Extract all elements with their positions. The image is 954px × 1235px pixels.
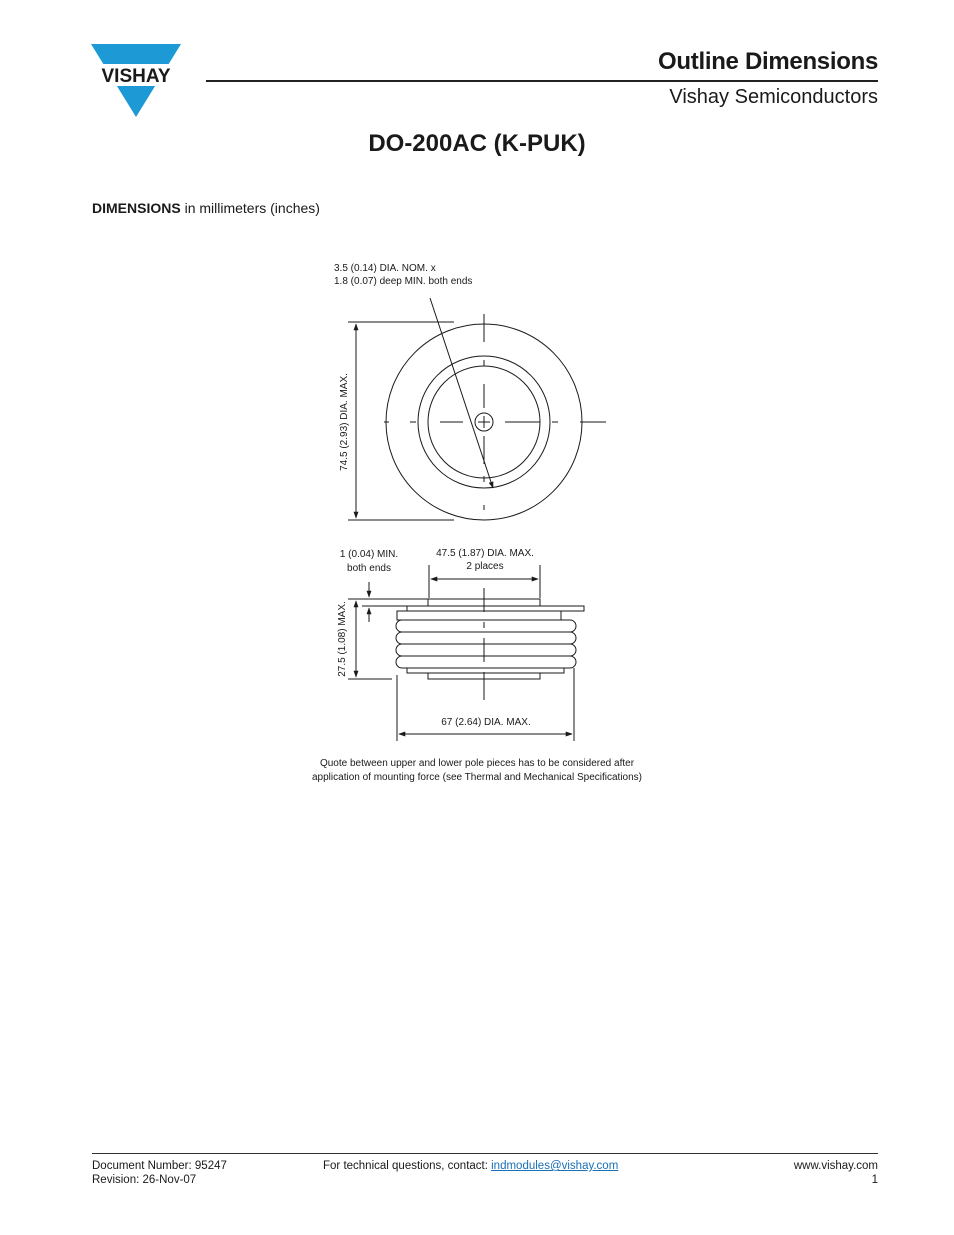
website: www.vishay.com <box>793 1160 878 1172</box>
note-line1: Quote between upper and lower pole pieces has to be considered after <box>319 758 635 769</box>
pole-dia-label-line1: 47.5 (1.87) DIA. MAX. <box>436 548 534 559</box>
lower-flange <box>407 668 564 673</box>
drawing-note <box>0 757 954 785</box>
note-line2: application of mounting force (see Thermal and Mechanical Specifications) <box>312 772 642 783</box>
ceramic-fin <box>396 644 576 656</box>
contact-prefix: For technical questions, contact: <box>323 1160 492 1172</box>
footer-contact <box>323 1159 618 1173</box>
document-number: Document Number: 95247 <box>92 1160 227 1172</box>
footer-right <box>794 1159 878 1187</box>
contact-email-link[interactable]: indmodules@vishay.com <box>491 1160 619 1172</box>
dimensions-units: in millimeters (inches) <box>180 200 320 216</box>
page-title: DO-200AC (K-PUK) <box>368 130 586 157</box>
document-type: Outline Dimensions <box>658 48 878 75</box>
ceramic-fin <box>396 620 576 632</box>
dimensions-label: DIMENSIONS <box>92 200 181 216</box>
min-gap-label-line1: 1 (0.04) MIN. <box>339 549 399 560</box>
upper-flange <box>407 606 584 611</box>
logo-text: VISHAY <box>101 66 171 87</box>
ceramic-fin <box>396 632 576 644</box>
revision: Revision: 26-Nov-07 <box>92 1174 197 1186</box>
body-dia-label: 67 (2.64) DIA. MAX. <box>441 717 531 728</box>
footer-left <box>92 1159 227 1187</box>
outer-dia-label: 74.5 (2.93) DIA. MAX. <box>339 373 350 471</box>
company-name: Vishay Semiconductors <box>669 86 878 108</box>
ceramic-fin <box>396 656 576 668</box>
hole-label-line2: 1.8 (0.07) deep MIN. both ends <box>334 276 473 287</box>
height-label: 27.5 (1.08) MAX. <box>337 601 348 677</box>
hole-label-line1: 3.5 (0.14) DIA. NOM. x <box>334 263 436 274</box>
footer-rule <box>92 1153 878 1154</box>
page-number: 1 <box>871 1174 878 1186</box>
pole-dia-label-line2: 2 places <box>466 561 504 572</box>
min-gap-label-line2: both ends <box>347 563 391 574</box>
